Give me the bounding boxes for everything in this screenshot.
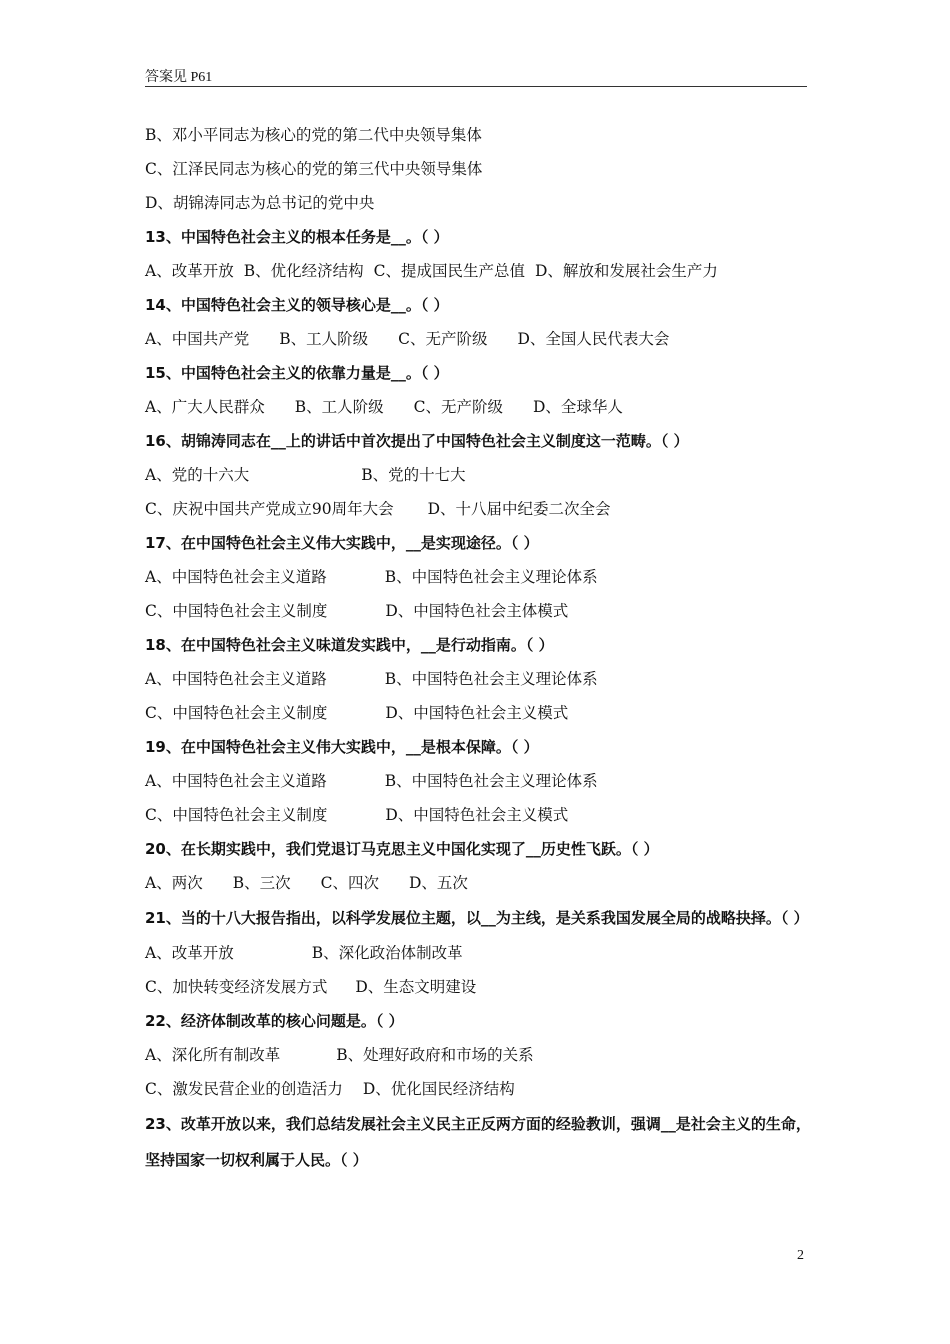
answer-option: D、胡锦涛同志为总书记的党中央: [145, 194, 375, 212]
answer-option: C、江泽民同志为核心的党的第三代中央领导集体: [145, 160, 483, 178]
answer-option: A、党的十六大: [145, 466, 250, 484]
answer-option: B、中国特色社会主义理论体系: [384, 568, 598, 586]
question-text: 19、在中国特色社会主义伟大实践中，__是根本保障。（ ）: [145, 738, 539, 756]
question-text: 13、中国特色社会主义的根本任务是__。（ ）: [145, 228, 449, 246]
answer-option: C、提成国民生产总值: [373, 262, 525, 280]
options-row: [145, 560, 825, 594]
question-text: 23、改革开放以来，我们总结发展社会主义民主正反两方面的经验教训，强调__是社会主义的生命，坚持国家一切权利属于人民。（ ）: [145, 1115, 811, 1169]
options-row: [145, 254, 825, 288]
header-text: 答案见 P61: [145, 70, 213, 85]
answer-option: B、处理好政府和市场的关系: [336, 1046, 534, 1064]
question-text: 18、在中国特色社会主义味道发实践中，__是行动指南。（ ）: [145, 636, 554, 654]
answer-option: B、中国特色社会主义理论体系: [384, 772, 598, 790]
answer-option: D、全球华人: [532, 398, 623, 416]
options-row: [145, 970, 825, 1004]
answer-option: B、中国特色社会主义理论体系: [384, 670, 598, 688]
answer-option: D、五次: [408, 874, 468, 892]
document-body: [145, 118, 825, 1178]
options-row: [145, 696, 825, 730]
question-text: 21、当的十八大报告指出，以科学发展位主题，以__为主线，是关系我国发展全局的战略抉择。（ ）: [145, 909, 809, 927]
answer-option: B、工人阶级: [294, 398, 384, 416]
answer-option: B、党的十七大: [361, 466, 466, 484]
options-row: [145, 662, 825, 696]
question-text: 14、中国特色社会主义的领导核心是__。（ ）: [145, 296, 449, 314]
page-number: 2: [797, 1248, 804, 1263]
answer-option: A、改革开放: [145, 262, 234, 280]
question-text: 22、经济体制改革的核心问题是。（ ）: [145, 1012, 404, 1030]
answer-option: D、中国特色社会主义模式: [385, 806, 569, 824]
answer-option: A、中国特色社会主义道路: [145, 568, 327, 586]
page-header: [145, 66, 807, 87]
question-text: 15、中国特色社会主义的依靠力量是__。（ ）: [145, 364, 449, 382]
options-row: [145, 492, 825, 526]
options-row: [145, 594, 825, 628]
answer-option: A、广大人民群众: [145, 398, 265, 416]
answer-option: A、深化所有制改革: [145, 1046, 281, 1064]
question-text: 20、在长期实践中，我们党退订马克思主义中国化实现了__历史性飞跃。（ ）: [145, 840, 659, 858]
answer-option: D、解放和发展社会生产力: [534, 262, 718, 280]
answer-option: C、无产阶级: [398, 330, 488, 348]
answer-option: D、全国人民代表大会: [517, 330, 670, 348]
answer-option: A、改革开放: [145, 944, 234, 962]
answer-option: C、无产阶级: [413, 398, 503, 416]
answer-option: A、两次: [145, 874, 203, 892]
answer-option: A、中国共产党: [145, 330, 250, 348]
options-row: [145, 764, 825, 798]
answer-option: B、工人阶级: [279, 330, 369, 348]
options-row: [145, 936, 825, 970]
answer-option: C、中国特色社会主义制度: [145, 704, 328, 722]
answer-option: C、四次: [320, 874, 379, 892]
question-text: 17、在中国特色社会主义伟大实践中，__是实现途径。（ ）: [145, 534, 539, 552]
options-row: [145, 152, 825, 186]
options-row: [145, 118, 825, 152]
answer-option: C、中国特色社会主义制度: [145, 602, 328, 620]
question-text: 16、胡锦涛同志在__上的讲话中首次提出了中国特色社会主义制度这一范畴。（ ）: [145, 432, 689, 450]
options-row: [145, 866, 825, 900]
answer-option: B、邓小平同志为核心的党的第二代中央领导集体: [145, 126, 482, 144]
answer-option: B、三次: [232, 874, 291, 892]
answer-option: D、优化国民经济结构: [362, 1080, 515, 1098]
answer-option: D、十八届中纪委二次全会: [427, 500, 611, 518]
options-row: [145, 390, 825, 424]
options-row: [145, 186, 825, 220]
answer-option: C、激发民营企业的创造活力: [145, 1080, 343, 1098]
answer-option: A、中国特色社会主义道路: [145, 772, 327, 790]
answer-option: C、庆祝中国共产党成立90周年大会: [145, 500, 394, 518]
answer-option: B、深化政治体制改革: [311, 944, 463, 962]
options-row: [145, 1038, 825, 1072]
answer-option: D、生态文明建设: [355, 978, 477, 996]
answer-option: B、优化经济结构: [243, 262, 364, 280]
answer-option: A、中国特色社会主义道路: [145, 670, 327, 688]
answer-option: D、中国特色社会主体模式: [385, 602, 569, 620]
answer-option: C、加快转变经济发展方式: [145, 978, 328, 996]
options-row: [145, 1072, 825, 1106]
answer-option: C、中国特色社会主义制度: [145, 806, 328, 824]
answer-option: D、中国特色社会主义模式: [385, 704, 569, 722]
options-row: [145, 458, 825, 492]
options-row: [145, 798, 825, 832]
options-row: [145, 322, 825, 356]
